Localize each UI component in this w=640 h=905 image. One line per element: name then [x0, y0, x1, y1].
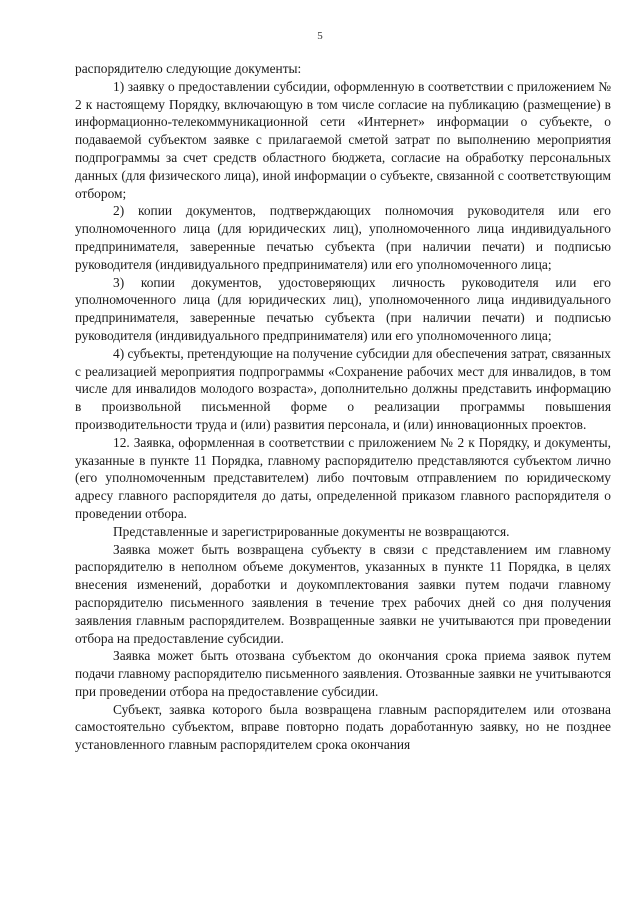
paragraph-withdrawal: Заявка может быть отозвана субъектом до окончания срока приема заявок путем подачи главному распорядителю письменного заявления. Отозванные заявки не учитываются при проведении отбора на предоставление субсидии. — [75, 648, 611, 699]
paragraph-resubmission: Субъект, заявка которого была возвращена главным распорядителем или отозвана самостоятельно субъектом, вправе повторно подать доработанную заявку, но не позднее установленного главным распорядителем срока окончания — [75, 701, 611, 753]
paragraph-return-conditions: Заявка может быть возвращена субъекту в связи с представлением им главному распорядителю в неполном объеме документов, указанных в пункте 11 Порядка, в целях внесения изменений, доработки и доукомплектования заявки путем подачи главному распорядителю письменного заявления в течение трех рабочих дней со дня получения заявления главным распорядителем. Возвращенные заявки не учитываются при проведении отбора на предоставление субсидии. — [75, 541, 611, 646]
paragraph-item-4: 4) субъекты, претендующие на получение субсидии для обеспечения затрат, связанных с реализацией мероприятия подпрограммы «Сохранение рабочих мест для инвалидов, в том числе для инвалидов молодого возраста», дополнительно должны представить информацию в произвольной письменной форме о реализации программы повышения производительности труда и (или) развития персонала, и (или) инновационных проектов. — [75, 345, 611, 432]
paragraph-item-2: 2) копии документов, подтверждающих полномочия руководителя или его уполномоченного лица (для юридических лиц), уполномоченного лица индивидуального предпринимателя, заверенные печатью субъекта (при наличии печати) и подписью руководителя (индивидуального предпринимателя) или его уполномоченного лица; — [75, 203, 611, 272]
document-body — [75, 60, 611, 754]
page-number: 5 — [317, 30, 323, 42]
paragraph-continuation: распорядителю следующие документы: — [75, 61, 302, 76]
paragraph-item-3: 3) копии документов, удостоверяющих личность руководителя или его уполномоченного лица (для юридических лиц), уполномоченного лица индивидуального предпринимателя, заверенные печатью субъекта (при наличии печати) и подписью руководителя (индивидуального предпринимателя) или его уполномоченного лица; — [75, 274, 611, 343]
paragraph-clause-12: 12. Заявка, оформленная в соответствии с приложением № 2 к Порядку, и документы, указанные в пункте 11 Порядка, главному распорядителю представляются субъектом лично (его уполномоченным представителем) либо почтовым отправлением по юридическому адресу главного распорядителя до даты, определенной приказом главного распорядителя о проведении отбора. — [75, 434, 611, 521]
paragraph-not-returned: Представленные и зарегистрированные документы не возвращаются. — [113, 523, 510, 539]
paragraph-item-1: 1) заявку о предоставлении субсидии, оформленную в соответствии с приложением № 2 к настоящему Порядку, включающую в том числе согласие на публикацию (размещение) в информационно-телекоммуникационной сети «Интернет» информации о субъекте, о подаваемой субъектом заявке с прилагаемой сметой затрат по выполнению мероприятия подпрограммы за счет средств областного бюджета, согласие на обработку персональных данных (для физического лица), иной информации о субъекте, связанной с соответствующим отбором; — [75, 78, 611, 201]
